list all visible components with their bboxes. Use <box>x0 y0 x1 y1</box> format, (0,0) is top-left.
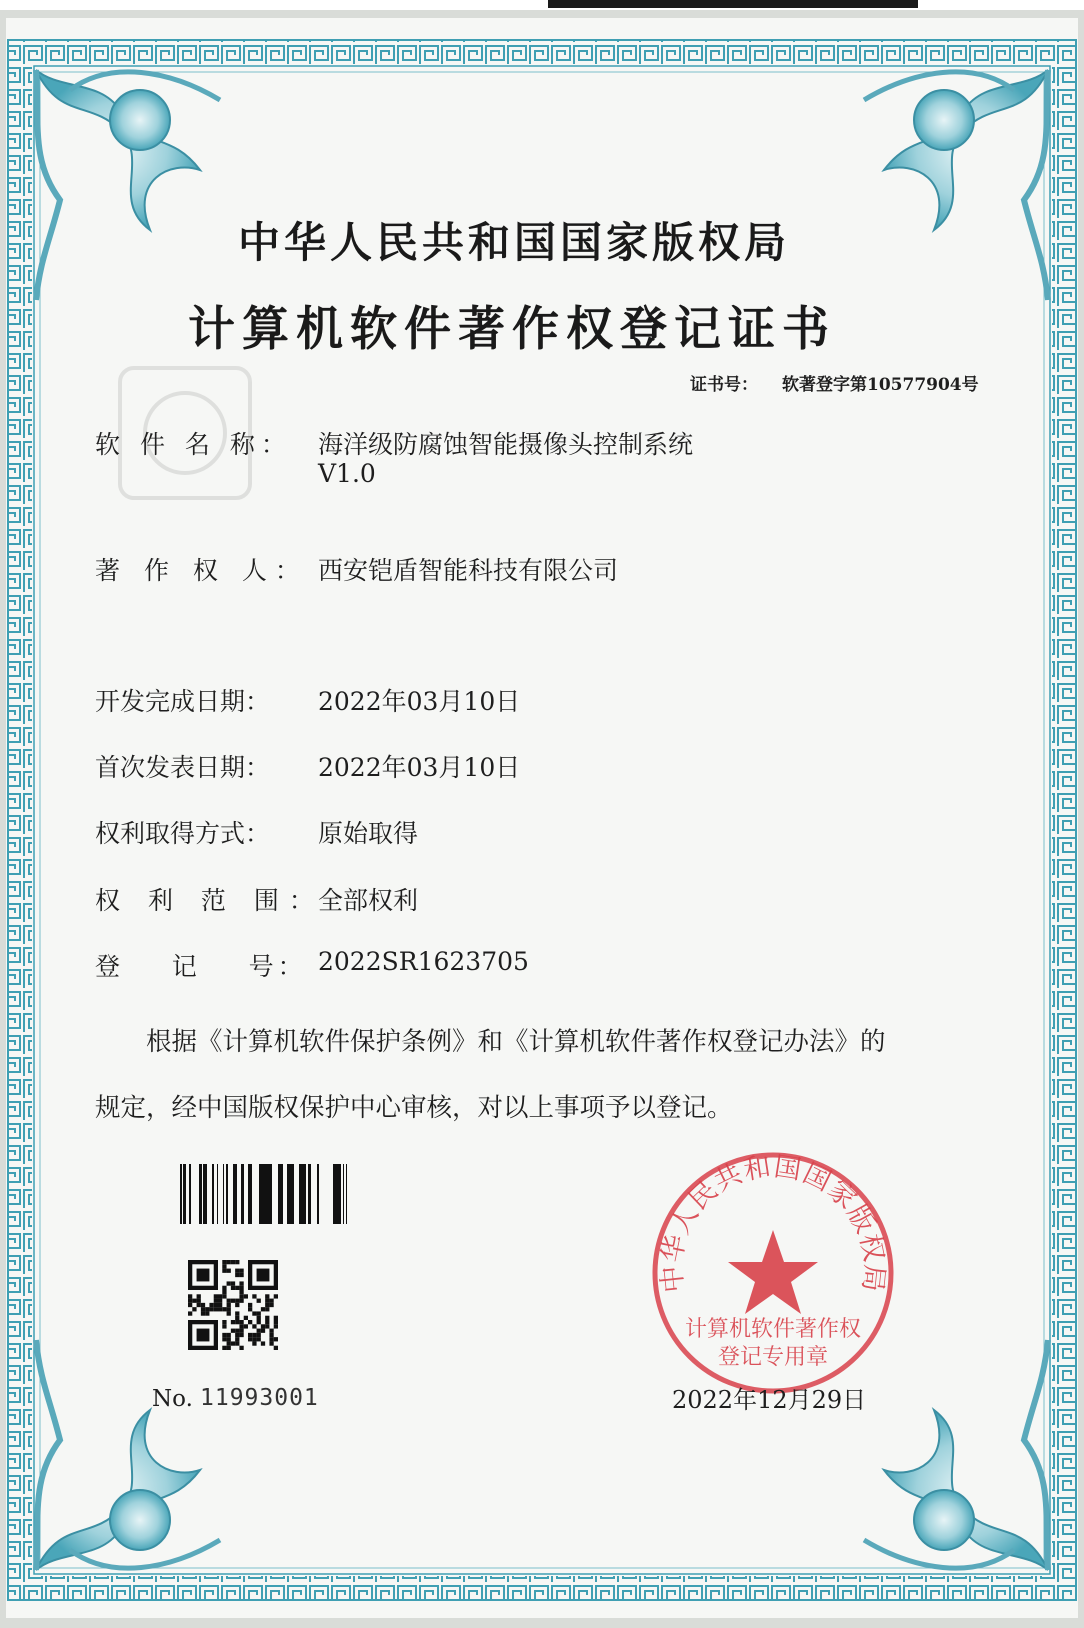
official-seal <box>648 1148 898 1398</box>
publication-date-label: 首次发表日期： <box>95 753 271 782</box>
barcode <box>180 1164 350 1226</box>
software-name-label: 软 件 名 称： <box>95 430 292 459</box>
corner-ornament-bottom-left <box>36 1340 220 1570</box>
development-date-value: 2022年03月10日 <box>318 687 521 716</box>
publication-date-value: 2022年03月10日 <box>318 753 521 782</box>
statement-line-2: 规定，经中国版权保护中心审核，对以上事项予以登记。 <box>95 1093 733 1123</box>
software-name-value-line1: 海洋级防腐蚀智能摄像头控制系统 <box>318 430 694 459</box>
seal-outer-text: 中华人民共和国国家版权局 <box>656 1151 890 1295</box>
certificate-number-label: 证书号： <box>690 375 758 395</box>
copyright-owner-value: 西安铠盾智能科技有限公司 <box>318 556 619 585</box>
rights-scope-label: 权 利 范 围： <box>95 886 324 915</box>
serial-number: 11993001 <box>200 1385 319 1411</box>
statement-line-1: 根据《计算机软件保护条例》和《计算机软件著作权登记办法》的 <box>146 1027 886 1057</box>
qr-code <box>188 1260 278 1350</box>
seal-inner-line-1: 计算机软件著作权 <box>684 1317 862 1342</box>
seal-star-icon <box>728 1230 818 1314</box>
corner-ornament-top-left <box>36 70 220 300</box>
authority-heading: 中华人民共和国国家版权局 <box>238 218 791 267</box>
acquisition-method-value: 原始取得 <box>318 819 419 848</box>
development-date-label: 开发完成日期： <box>95 687 271 716</box>
acquisition-method-label: 权利取得方式： <box>95 819 271 848</box>
serial-prefix: No. <box>152 1386 193 1412</box>
seal-inner-line-2: 登记专用章 <box>717 1345 829 1370</box>
certificate-title: 计算机软件著作权登记证书 <box>188 302 836 357</box>
rights-scope-value: 全部权利 <box>318 886 419 915</box>
registration-number-value: 2022SR1623705 <box>318 947 529 976</box>
corner-ornament-top-right <box>864 70 1048 300</box>
copyright-owner-label: 著 作 权 人： <box>95 556 308 585</box>
issue-date: 2022年12月29日 <box>672 1386 867 1414</box>
registration-number-label: 登 记 号： <box>95 952 307 981</box>
certificate-number-value: 软著登字第10577904号 <box>782 375 979 395</box>
software-name-value-line2: V1.0 <box>318 459 376 488</box>
